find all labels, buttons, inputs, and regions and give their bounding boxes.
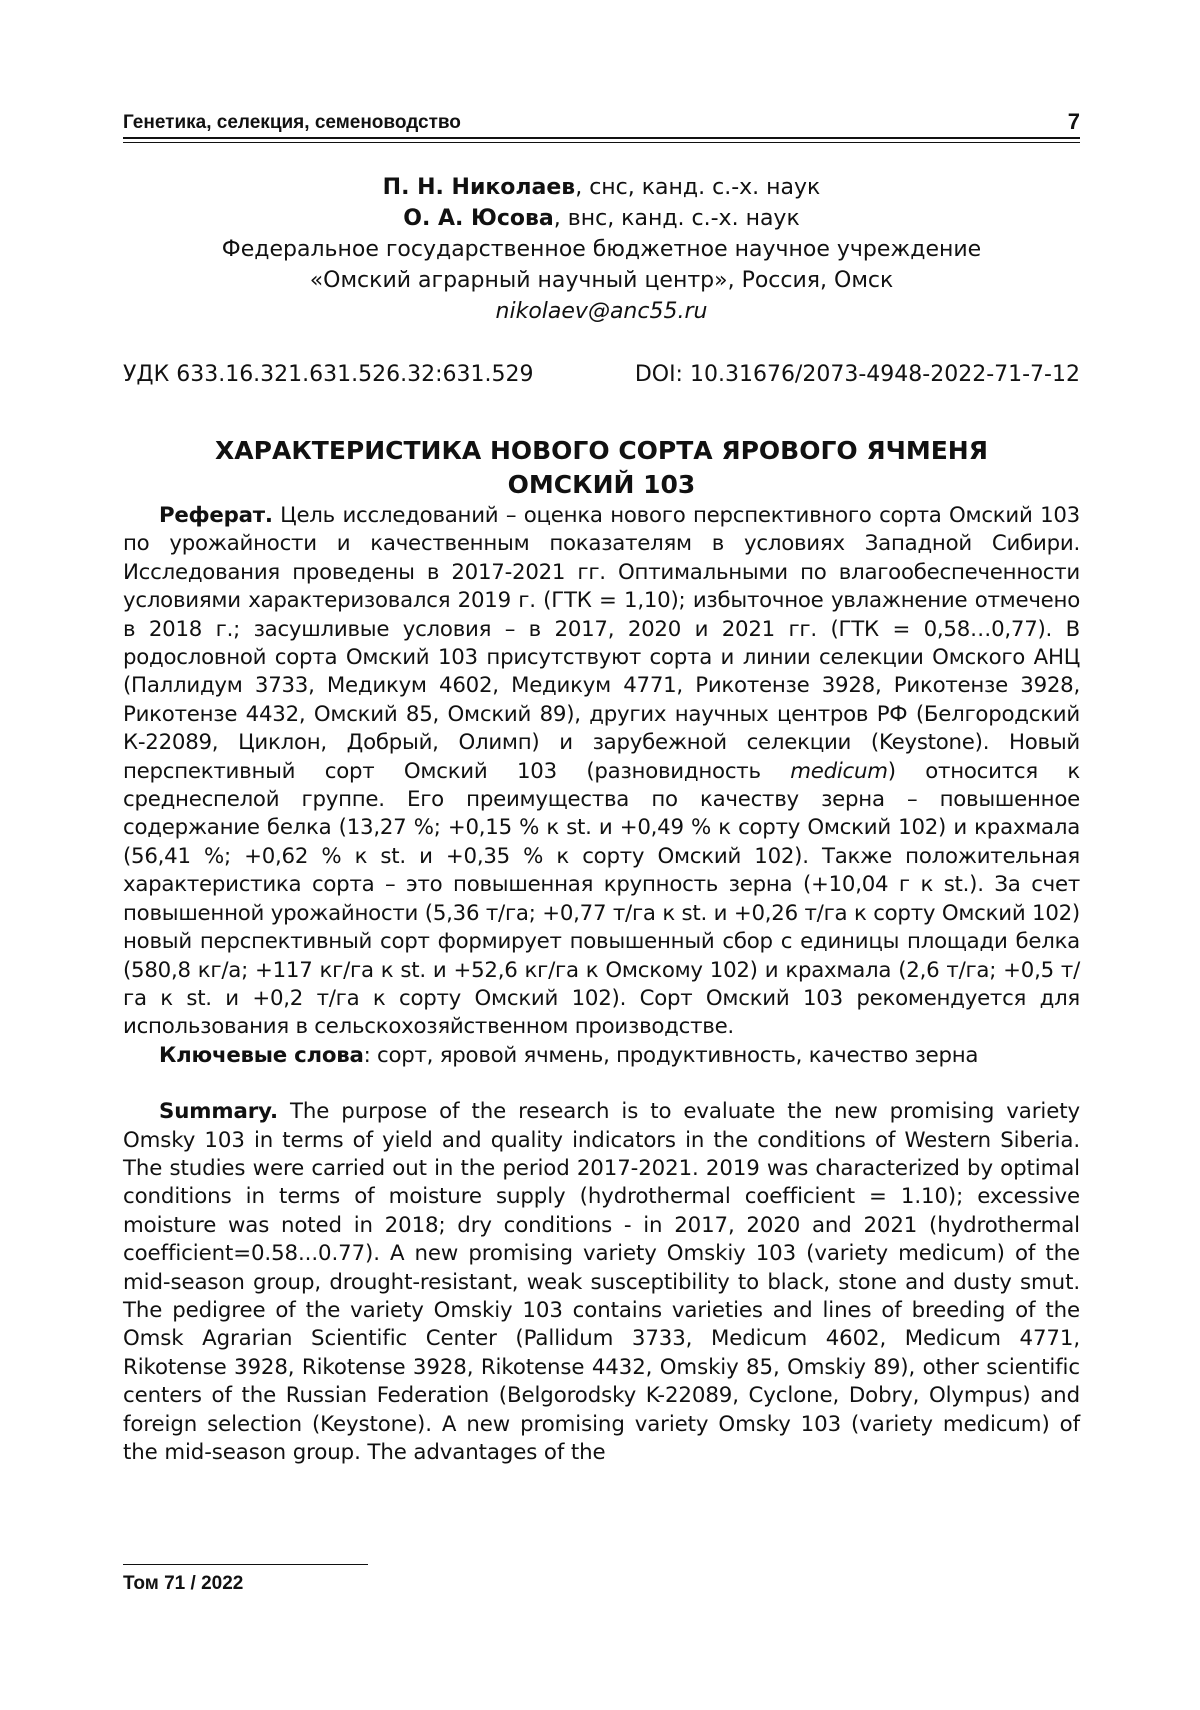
author-name: О. А. Юсова bbox=[403, 206, 554, 231]
abstract-text: Цель исследований – оценка нового перспективного сорта Омский 103 по урожайности и качественным показателям в условиях Западной Сибири. Исследования проведены в 2017-2021 гг. Оптимальными по влагообеспеченности условиями характеризовался 2019 г. (ГТК = 1,10); избыточное увлажнение отмечено в 2018 г.; засушливые условия – в 2017, 2020 и 2021 гг. (ГТК = 0,58…0,77). В родословной сорта Омский 103 присутствуют сорта и линии селекции Омского АНЦ (Паллидум 3733, Медикум 4602, Медикум 4771, Рикотензе 3928, Рикотензе 3928, Рикотензе 4432, Омский 85, Омский 89), других научных центров РФ (Белгородский К-22089, Циклон, Добрый, Олимп) и зарубежной селекции (Keystone). Новый перспективный сорт Омский 103 (разновидность bbox=[123, 503, 1080, 784]
header-rule-thin bbox=[123, 142, 1080, 143]
article-title bbox=[123, 434, 1080, 502]
summary-en bbox=[123, 1098, 1080, 1467]
author-credentials: , внс, канд. с.-х. наук bbox=[553, 206, 800, 231]
abstract-text: ) относится к среднеспелой группе. Его преимущества по качеству зерна – повышенное содержание белка (13,27 %; +0,15 % к st. и +0,49 % к сорту Омский 102) и крахмала (56,41 %; +0,62 % к st. и +0,35 % к сорту Омский 102). Также положительная характеристика сорта – это повышенная крупность зерна (+10,04 г к st.). За счет повышенной урожайности (5,36 т/га; +0,77 т/га к st. и +0,26 т/га к сорту Омский 102) новый перспективный сорт формирует повышенный сбор с единицы площади белка (580,8 кг/а; +117 кг/га к st. и +52,6 кг/га к Омскому 102) и крахмала (2,6 т/га; +0,5 т/га к st. и +0,2 т/га к сорту Омский 102). Сорт Омский 103 рекомендуется для использования в сельскохозяйственном производстве. bbox=[123, 758, 1080, 1040]
header-rule-thick bbox=[123, 137, 1080, 139]
page-number: 7 bbox=[1067, 109, 1080, 134]
author-line bbox=[123, 172, 1080, 203]
affiliation-line: Федеральное государственное бюджетное научное учреждение bbox=[221, 237, 982, 262]
keywords-ru bbox=[123, 1042, 1080, 1070]
author-email: nikolaev@anc55.ru bbox=[495, 299, 708, 324]
abstract-ru bbox=[123, 502, 1080, 1042]
author-block bbox=[123, 172, 1080, 327]
author-line bbox=[123, 203, 1080, 234]
keywords-text: : сорт, яровой ячмень, продуктивность, качество зерна bbox=[363, 1042, 979, 1068]
footer-volume: Том 71 / 2022 bbox=[123, 1573, 244, 1594]
summary-text: The purpose of the research is to evaluate the new promising variety Omsky 103 in terms of yield and quality indicators in the conditions of Western Siberia. The studies were carried out in the period 2017-2021. 2019 was characterized by optimal conditions in terms of moisture supply (hydrothermal coefficient = 1.10); excessive moisture was noted in 2018; dry conditions - in 2017, 2020 and 2021 (hydrothermal coefficient=0.58...0.77). A new promising variety Omskiy 103 (variety medicum) of the mid-season group, drought-resistant, weak susceptibility to black, stone and dusty smut. The pedigree of the variety Omskiy 103 contains varieties and lines of breeding of the Omsk Agrarian Scientific Center (Pallidum 3733, Medicum 4602, Medicum 4771, Rikotense 3928, Rikotense 3928, Rikotense 4432, Omskiy 85, Omskiy 89), other scientific centers of the Russian Federation (Belgorodsky K-22089, Cyclone, Dobry, Olympus) and foreign selection (Keystone). A new promising variety Omsky 103 (variety medicum) of the mid-season group. The advantages of the bbox=[123, 1099, 1080, 1465]
title-line: ОМСКИЙ 103 bbox=[507, 470, 696, 499]
affiliation-line: «Омский аграрный научный центр», Россия, Омск bbox=[309, 268, 894, 293]
author-name: П. Н. Николаев bbox=[382, 175, 576, 200]
title-line: ХАРАКТЕРИСТИКА НОВОГО СОРТА ЯРОВОГО ЯЧМЕНЯ bbox=[215, 436, 988, 465]
doi: DOI: 10.31676/2073-4948-2022-71-7-12 bbox=[634, 362, 1080, 387]
author-credentials: , снс, канд. с.-х. наук bbox=[575, 175, 821, 200]
summary-label: Summary. bbox=[159, 1099, 278, 1125]
journal-page bbox=[123, 0, 1080, 1710]
abstract-italic-term: medicum bbox=[790, 758, 888, 784]
running-head bbox=[123, 109, 1080, 140]
keywords-label: Ключевые слова bbox=[159, 1042, 364, 1068]
udk-code: УДК 633.16.321.631.526.32:631.529 bbox=[123, 362, 534, 387]
identifiers bbox=[123, 362, 1080, 394]
section-title: Генетика, селекция, семеноводство bbox=[123, 112, 461, 133]
abstract-label: Реферат. bbox=[159, 503, 273, 528]
abstract-section bbox=[123, 502, 1080, 1467]
footer-rule bbox=[123, 1564, 368, 1565]
